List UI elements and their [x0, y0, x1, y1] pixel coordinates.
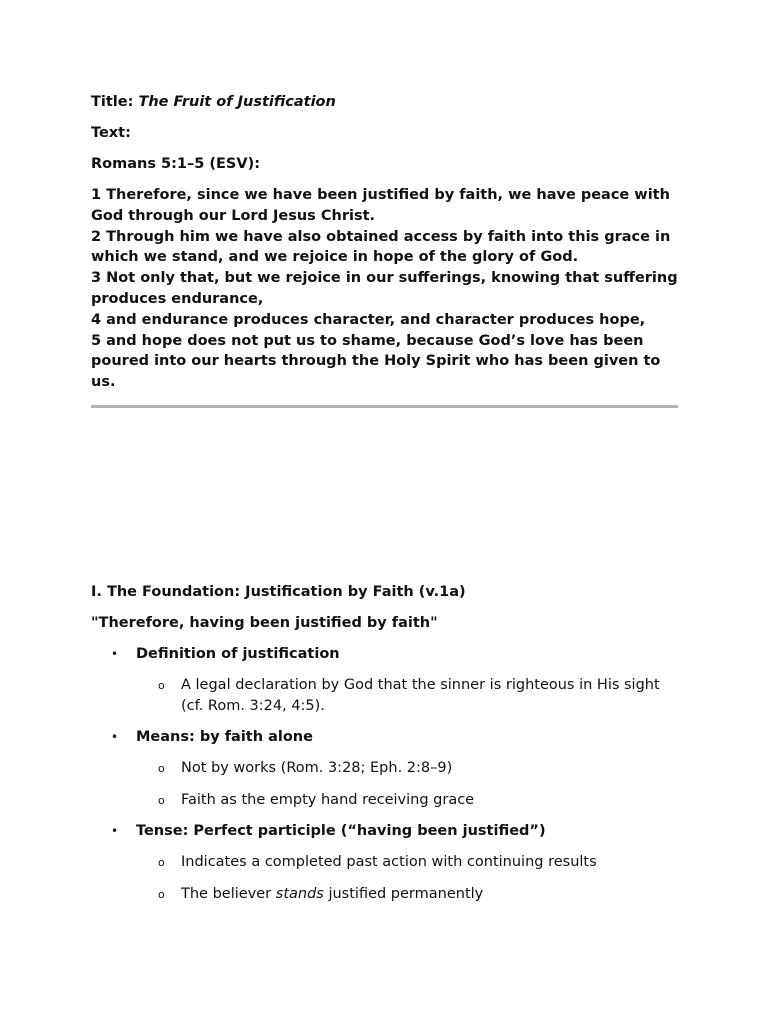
section-quote: "Therefore, having been justified by faith": [91, 615, 438, 631]
verse-1: 1 Therefore, since we have been justified by faith, we have peace with God through our Lord Jesus Christ.: [91, 187, 670, 224]
verse-5: 5 and hope does not put us to shame, because God’s love has been poured into our hearts through the Holy Spirit who has been given to us.: [91, 332, 661, 391]
sub-marker: o: [158, 856, 165, 869]
sub-marker: o: [158, 793, 165, 807]
sub-marker: o: [158, 887, 165, 901]
sub-item: [91, 884, 678, 905]
scripture-reference: Romans 5:1–5 (ESV):: [91, 156, 261, 172]
sub-text-before: The believer: [181, 885, 276, 902]
sub-item: [91, 675, 678, 716]
title-value: The Fruit of Justification: [138, 94, 336, 110]
sermon-title: [91, 92, 678, 112]
bullet-means: [91, 727, 678, 747]
sub-text-emphasis: stands: [275, 885, 324, 902]
document-header: [91, 92, 678, 408]
horizontal-divider: [91, 405, 678, 408]
sub-item-text: Faith as the empty hand receiving grace: [181, 791, 475, 808]
bullet-label: Means: by faith alone: [136, 729, 313, 745]
sub-marker: o: [158, 762, 165, 775]
verse-3: 3 Not only that, but we rejoice in our sufferings, knowing that suffering produces endurance,: [91, 270, 678, 307]
sub-item-text: Not by works (Rom. 3:28; Eph. 2:8–9): [181, 760, 453, 776]
sub-item-text: [181, 886, 483, 902]
verse-4: 4 and endurance produces character, and character produces hope,: [91, 311, 646, 328]
sub-marker: o: [158, 679, 165, 692]
bullet-label: Definition of justification: [136, 646, 340, 662]
verse-2: 2 Through him we have also obtained access by faith into this grace in which we stand, and we rejoice in hope of the glory of God.: [91, 228, 671, 266]
sub-item: [91, 852, 678, 873]
bullet-label: Tense: Perfect participle (“having been justified”): [136, 823, 546, 839]
title-label: Title:: [91, 94, 139, 110]
sub-item-text: A legal declaration by God that the sinner is righteous in His sight (cf. Rom. 3:24, 4:5).: [181, 677, 660, 714]
sub-item-text: Indicates a completed past action with continuing results: [181, 854, 597, 870]
scripture-passage: [91, 185, 678, 393]
bullet-definition: [91, 644, 678, 664]
section-foundation: [91, 582, 678, 915]
bullet-marker: •: [111, 647, 119, 661]
sub-item: [91, 758, 678, 779]
sub-item: [91, 790, 678, 811]
text-label: Text:: [91, 125, 131, 141]
bullet-marker: •: [111, 824, 119, 838]
bullet-marker: •: [111, 730, 119, 744]
bullet-tense: [91, 821, 678, 841]
sub-text-after: justified permanently: [323, 885, 484, 902]
section-heading: I. The Foundation: Justification by Faith (v.1a): [91, 584, 466, 600]
